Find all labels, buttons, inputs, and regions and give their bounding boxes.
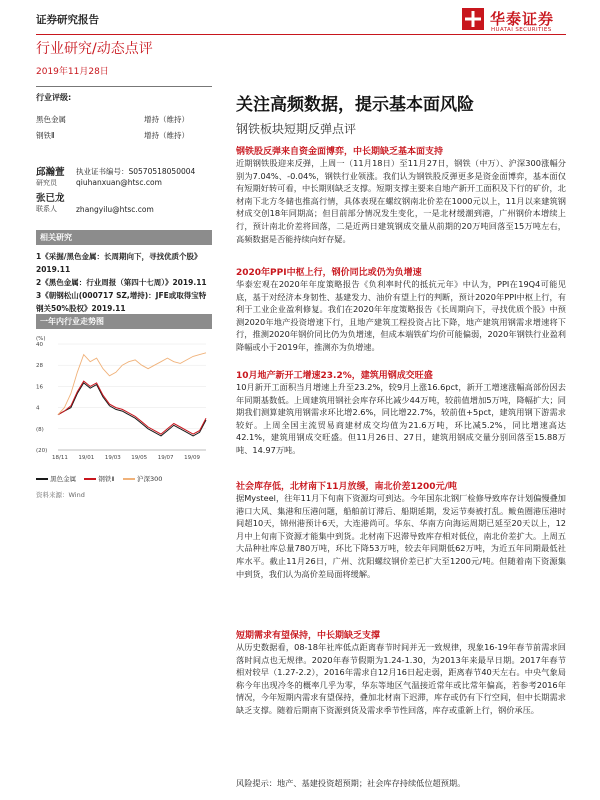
analyst-email[interactable]: qiuhanxuan@htsc.com [76,178,162,187]
series-line-1 [58,383,206,436]
section-body [236,278,566,354]
x-tick-label: 18/11 [52,455,68,461]
legend-label: 钢铁Ⅱ [98,475,115,483]
legend-swatch-3 [123,478,135,480]
section-body [236,641,566,717]
x-tick-label: 19/05 [131,455,148,461]
y-tick-label: (20) [36,448,48,454]
y-tick-label: 16 [36,384,43,391]
rating-row [36,130,212,141]
paragraph: 10月新开工面积当月增速上升至23.2%，较9月上涨16.6pct，新开工增速涨幅高部份因去年同期基数低。上周建筑用钢社会库存环比减少44万吨，较前值增加5万吨，降幅扩大；同期我们测算建筑用钢需求环比增2.6%，同比增22.7%，较前值+5pct，建筑用钢下游需求较好。上周全国主流贸易商建材成交均值为21.6万吨，环比减5.2%，同比增速高达42.1%，建筑用钢成交旺盛。但11月26日、27日，建筑用钢成交量分别回落至15.88万吨、14.97万吨。 [236,382,566,455]
legend-label: 沪深300 [136,475,163,483]
divider [36,86,212,87]
ratings-heading: 行业评级: [36,93,72,102]
section-heading: 短期需求有望保持，中长期缺乏支撑 [236,631,381,641]
analyst-contact [76,166,195,188]
section-heading: 社会库存低，北材南下11月放缓，南北价差1200元/吨 [236,482,457,492]
paragraph: 据Mysteel，往年11月下旬南下资源均可到达。今年国东北钢厂检修导致库存计划偏慢叠加港口大风、集港和压港问题，船舶前订滞后、船期延期，发运节奏被打乱。鲅鱼圈港压港时间超10天，锦州港预计6天，大连港尚可。华东、华南方向海运周期已延至20天以上，12月中上旬南下资源才能集中到货。北材南下迟滞导致库存相对低位，南北价差扩大。上周五大品种社库总量780万吨，环比下降53万吨，较去年同期低62万吨，为近五年同期最低社库水平。截止11月26日，广州、沈阳螺纹钢价差已扩大至1200元/吨。但随着南下资源集中到货，我们认为高价差局面将缓解。 [236,493,566,579]
paragraph: 从历史数据看，08-18年社库低点距离春节时间并无一致规律，现象16-19年春节前需求回落时间点也无规律。2020年春节假期为1.24-1.30，为2013年来最早日期。2017年春节相对较早（1.27-2.2），2016年需求自12月16日起走弱，距离春节40天左右。中央气象局称今年出现冷冬的概率几乎为零，华东等地区气温接近常年或比常年偏高，若参考2016年情况，今年短期内需求有望保持，叠加北材南下迟滞，库存或仍有下行空间，但中长期需求缺乏支撑。随着后期南下资源到货及需求季节性回落，库存或重新上行，钢价承压。 [236,642,566,715]
x-tick-label: 19/03 [104,455,121,461]
y-tick-label: 4 [36,405,40,412]
huatai-logo-icon [462,8,484,30]
section-heading: 钢铁股反弹来自资金面博弈，中长期缺乏基本面支持 [236,147,444,157]
related-item[interactable]: 2《黑色金属：行业周报（第四十七周）》2019.11 [36,278,207,287]
chart-source: 资料来源：Wind [36,491,85,499]
x-tick-label: 19/07 [157,455,174,461]
analyst-contact [76,204,154,215]
analyst-name: 邱瀚萱 [36,167,65,178]
paragraph: 近期钢铁股迎来反弹，上周一（11月18日）至11月27日，钢铁（中万）、沪深300涨幅分别为7.04%、-0.04%，钢铁行业领涨。我们认为钢铁股反弹更多是资金面博弈，基本面仅有短期好转可看，中长期则缺乏支撑。短期支撑主要来自地产新开工面积及下行的矿价，北材南下北方冬储也推高行情，具体表现在螺纹钢南北价差在1000元以上，11月以来建筑钢材成交创18年同期高；但目前部分情况发生变化，一是北材缓潮到港，广州钢价本增续上行，预计南北价差将回落，二是近两日建筑钢成交量从前期的20万吨回落至15万吨左右，高频数据是否能持续向好存疑。 [236,158,566,244]
analyst-email[interactable]: zhangyilu@htsc.com [76,205,154,214]
chart-canvas [36,332,212,472]
related-item[interactable]: 3《朝钢松山(000717 SZ,增持)：JFE或取得宝特钢关50%股权》2019.11 [36,291,207,313]
y-tick-label: 28 [36,363,43,370]
rating-value: 增持（维持） [144,131,189,140]
analyst-cert: 执业证书编号：S0570518050004 [76,167,196,176]
chart-legend [36,474,162,483]
x-tick-label: 19/09 [184,455,201,461]
section-body [236,492,566,580]
report-date: 2019年11月28日 [36,67,109,77]
analyst-role: 研究员 [36,179,57,187]
y-tick-label: (%) [36,336,46,342]
page-subtitle: 钢铁板块短期反弹点评 [236,122,357,136]
brand-name-en: HUATAI SECURITIES [491,27,552,33]
analyst-name: 张已龙 [36,193,65,204]
section-body [236,381,566,457]
page-title: 关注高频数据，提示基本面风险 [236,95,474,115]
related-research-heading: 相关研究 [36,230,212,245]
rating-sector: 黑色金属 [36,115,66,124]
rating-row [36,114,212,125]
related-item[interactable]: 1《采掘/黑色金属：长周期向下，寻找优质个股》2019.11 [36,252,202,274]
y-tick-label: (8) [36,426,44,433]
rating-sector: 钢铁Ⅱ [36,131,55,140]
legend-swatch-1 [36,478,48,480]
analyst-role: 联系人 [36,205,57,213]
chart-heading: 一年内行业走势图 [36,314,212,329]
related-research-list [36,250,212,315]
x-tick-label: 19/01 [78,455,95,461]
legend-swatch-2 [84,478,96,480]
risk-warning: 风险提示：地产、基建投资超预期；社会库存持续低位超预期。 [236,778,466,788]
y-tick-label: 40 [36,342,43,348]
industry-trend-chart [36,332,212,492]
report-type-label: 证券研究报告 [36,14,99,26]
paragraph: 华泰宏观在2020年年度策略报告《负利率时代的抵抗元年》中认为，PPI在19Q4可能见底，基于对经济本身韧性、基建发力、油价有望上行的判断，预计2020年PPI中枢上行，有利于工业企业盈利修复。我们在2020年年度策略报告《长周期向下，寻找优质个股》中预测2020年地产投资增速下行，且地产建筑工程投资占比下降，地产建筑用钢需求增速将下行，推测2020年钢价同比仍为负增速，但成本端铁矿均价可能偏弱，2020年钢铁行业盈利降幅或小于2019年，推测亦为负增速。 [236,279,566,352]
header-divider [36,34,566,35]
brand-name: 华泰证券 [490,10,555,28]
report-category: 行业研究/动态点评 [36,41,153,57]
series-line-3 [58,353,206,415]
section-heading: 10月地产新开工增速23.2%，建筑用钢成交旺盛 [236,371,433,381]
section-body [236,157,566,245]
section-heading: 2020年PPI中枢上行，钢价同比或仍为负增速 [236,268,422,278]
rating-value: 增持（维持） [144,115,189,124]
legend-label: 黑色金属 [50,475,77,483]
